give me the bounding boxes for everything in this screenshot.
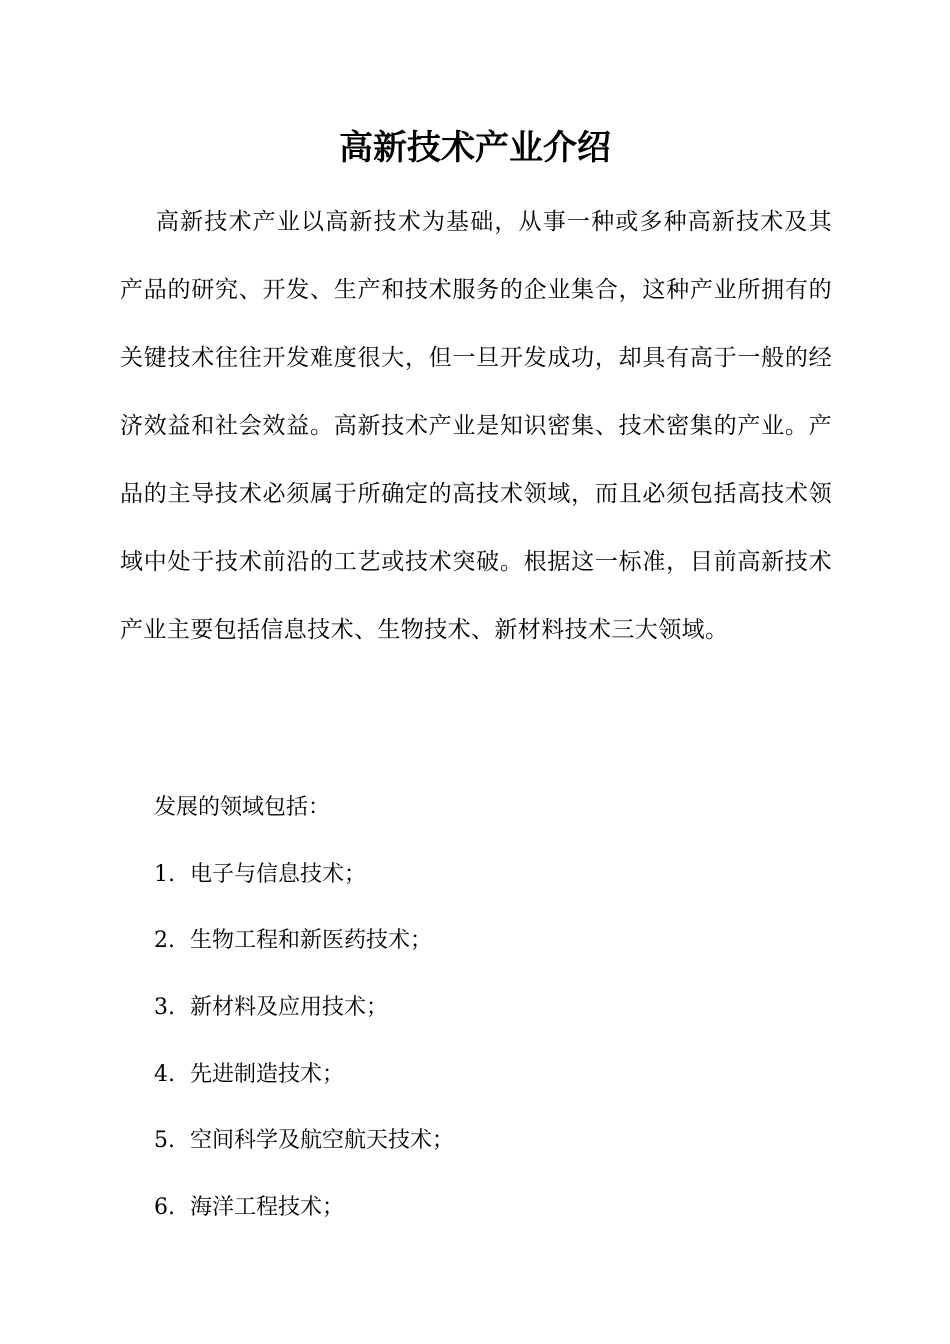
list-item — [154, 1045, 344, 1105]
list-item-text: 新材料及应用技术； — [190, 995, 389, 1020]
list-item-text: 生物工程和新医药技术； — [190, 928, 433, 953]
list-item-text: 电子与信息技术； — [190, 862, 367, 887]
list-item — [154, 1111, 454, 1171]
list-item-text: 先进制造技术； — [190, 1062, 345, 1087]
list-item — [154, 1178, 344, 1238]
body-paragraph: 高新技术产业以高新技术为基础，从事一种或多种高新技术及其产品的研究、开发、生产和技术服务的企业集合，这种产业所拥有的关键技术往往开发难度很大，但一旦开发成功，却具有高于一般的经济效益和社会效益。高新技术产业是知识密集、技术密集的产业。产品的主导技术必须属于所确定的高技术领域，而且必须包括高技术领域中处于技术前沿的工艺或技术突破。根据这一标准，目前高新技术产业主要包括信息技术、生物技术、新材料技术三大领域。 — [120, 209, 832, 643]
list-item-number: 3. — [154, 995, 175, 1020]
list-item — [154, 845, 366, 905]
list-item-number: 5. — [154, 1128, 175, 1153]
list-item-number: 2. — [154, 928, 175, 953]
list-item — [154, 911, 432, 971]
list-item — [154, 978, 388, 1038]
list-item-number: 1. — [154, 862, 175, 887]
list-item-number: 4. — [154, 1062, 175, 1087]
list-item-number: 6. — [154, 1195, 175, 1220]
list-item-text: 空间科学及航空航天技术； — [190, 1128, 455, 1153]
list-intro: 发展的领域包括： — [154, 795, 331, 820]
document-title: 高新技术产业介绍 — [339, 128, 611, 168]
list-item-text: 海洋工程技术； — [190, 1195, 345, 1220]
